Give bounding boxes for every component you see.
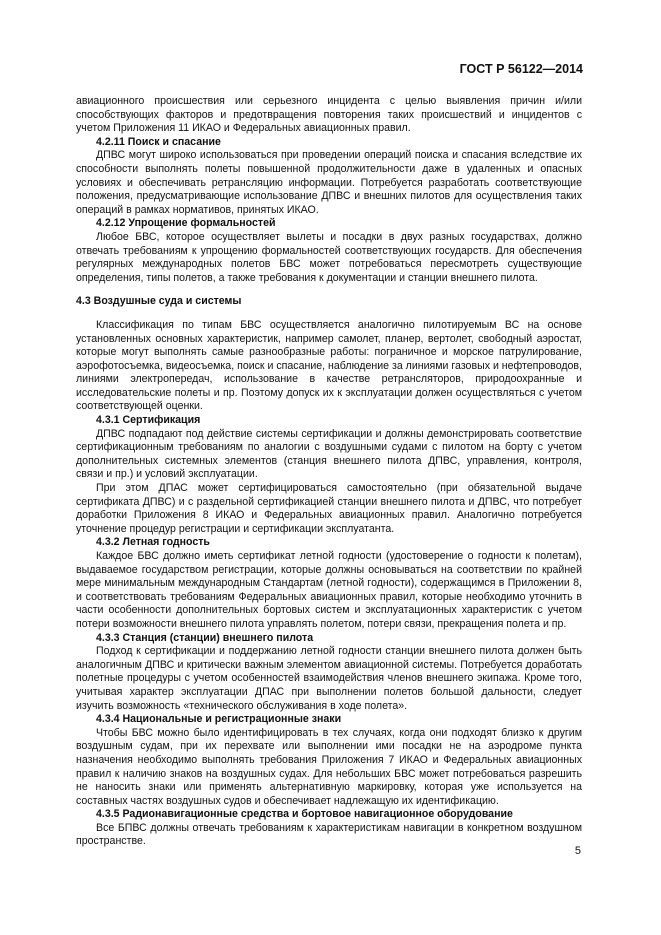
paragraph: При этом ДПАС может сертифицироваться самостоятельно (при обязательной выдаче сертификата ДПВС) и с раздельной сертификацией станции внешнего пилота и ДПВС, что потребует доработки Приложения 8 ИКАО и Федеральных авиационных правил. Аналогично потребуется уточнение процедур регистрации и сертификации эксплуатанта.	[76, 482, 582, 535]
section-heading: 4.3.3 Станция (станции) внешнего пилота	[96, 631, 314, 644]
paragraph: Чтобы БВС можно было идентифицировать в тех случаях, когда они подходят близко к другим воздушным судам, при их перехвате или выполнении ими посадки не на аэродроме пункта назначения необходимо выполнять требования Приложения 7 ИКАО и Федеральных авиационных правил к наличию знаков на воздушных судах. Для небольших БВС может потребоваться разрешить не наносить знаки или применять альтернативную маркировку, которая уже используется на составных частях воздушных судов и обеспечивает надлежащую их идентификацию.	[76, 726, 582, 807]
paragraph: авиационного происшествия или серьезного инцидента с целью выявления причин и/или способствующих факторов и предотвращения повторения таких происшествий и инцидентов с учетом Приложения 11 ИКАО и Федеральных авиационных правил.	[76, 95, 582, 135]
section-heading: 4.3.4 Национальные и регистрационные знаки	[96, 713, 342, 726]
page-number: 5	[574, 845, 581, 857]
document-id: ГОСТ Р 56122—2014	[459, 62, 583, 76]
section-heading: 4.3 Воздушные суда и системы	[76, 295, 242, 308]
paragraph: Все БПВС должны отвечать требованиям к характеристикам навигации в конкретном воздушном пространстве.	[76, 821, 582, 848]
paragraph: ДПВС могут широко использоваться при проведении операций поиска и спасания вследствие их способности выполнять полеты повышенной продолжительности даже в удаленных и опасных условиях и обеспечивать ретрансляцию информации. Потребуется разработать соответствующие положения, предусматривающие использование ДПВС и внешних пилотов для осуществления таких операций в рамках нормативов, принятых ИКАО.	[76, 149, 582, 216]
section-heading: 4.3.5 Радионавигационные средства и бортовое навигационное оборудование	[96, 808, 513, 821]
paragraph: ДПВС подпадают под действие системы сертификации и должны демонстрировать соответствие сертификационным требованиям по аналогии с воздушными судами с пилотом на борту с учетом дополнительных системных элементов (станция внешнего пилота ДПВС, управления, контроля, связи и пр.) и условий эксплуатации.	[76, 427, 582, 481]
paragraph: Подход к сертификации и поддержанию летной годности станции внешнего пилота должен быть аналогичным ДПВС и критически важным элементом авиационной системы. Потребуется доработать полетные процедуры с учетом особенностей взаимодействия членов внешнего экипажа. Кроме того, учитывая характер эксплуатации ДПАС при выполнении полетов большой дальности, следует изучить возможность «технического обслуживания в ходе полета».	[76, 645, 582, 712]
paragraph: Любое БВС, которое осуществляет вылеты и посадки в двух разных государствах, должно отвечать требованиям к упрощению формальностей соответствующих государств. Для обеспечения регулярных международных полетов БВС может потребоваться пересмотреть существующие определения, типы полетов, а также требования к документации и станции внешнего пилота.	[76, 230, 582, 284]
section-heading: 4.3.1 Сертификация	[96, 414, 201, 427]
section-heading: 4.2.12 Упрощение формальностей	[96, 217, 276, 230]
section-heading: 4.3.2 Летная годность	[96, 536, 210, 549]
section-heading: 4.2.11 Поиск и спасание	[96, 135, 221, 148]
document-body	[76, 95, 582, 849]
paragraph: Каждое БВС должно иметь сертификат летной годности (удостоверение о годности к полетам), выдаваемое государством регистрации, которые должны основываться на соответствии по крайней мере минимальным международным Стандартам (летной годности), содержащимся в Приложении 8, и соответствовать требованиям Федеральных авиационных правил, которые необходимо уточнить в части особенности дополнительных бортовых систем и эксплуатационных характеристик с учетом потери возможности внешнего пилота управлять полетом, потери связи, прекращения полета и пр.	[76, 550, 582, 630]
paragraph: Классификация по типам БВС осуществляется аналогично пилотируемым ВС на основе установленных основных характеристик, например самолет, планер, вертолет, свободный аэростат, которые могут выполнять самые разнообразные работы: пограничное и морское патрулирование, аэрофотосъемка, видеосъемка, поиск и спасание, наблюдение за линиями газовых и нефтепроводов, линиями электропередач, использование в качестве ретрансляторов, природоохранные и исследовательские полеты и пр. Поэтому допуск их к эксплуатации должен осуществляться с учетом соответствующей оценки.	[76, 318, 582, 413]
